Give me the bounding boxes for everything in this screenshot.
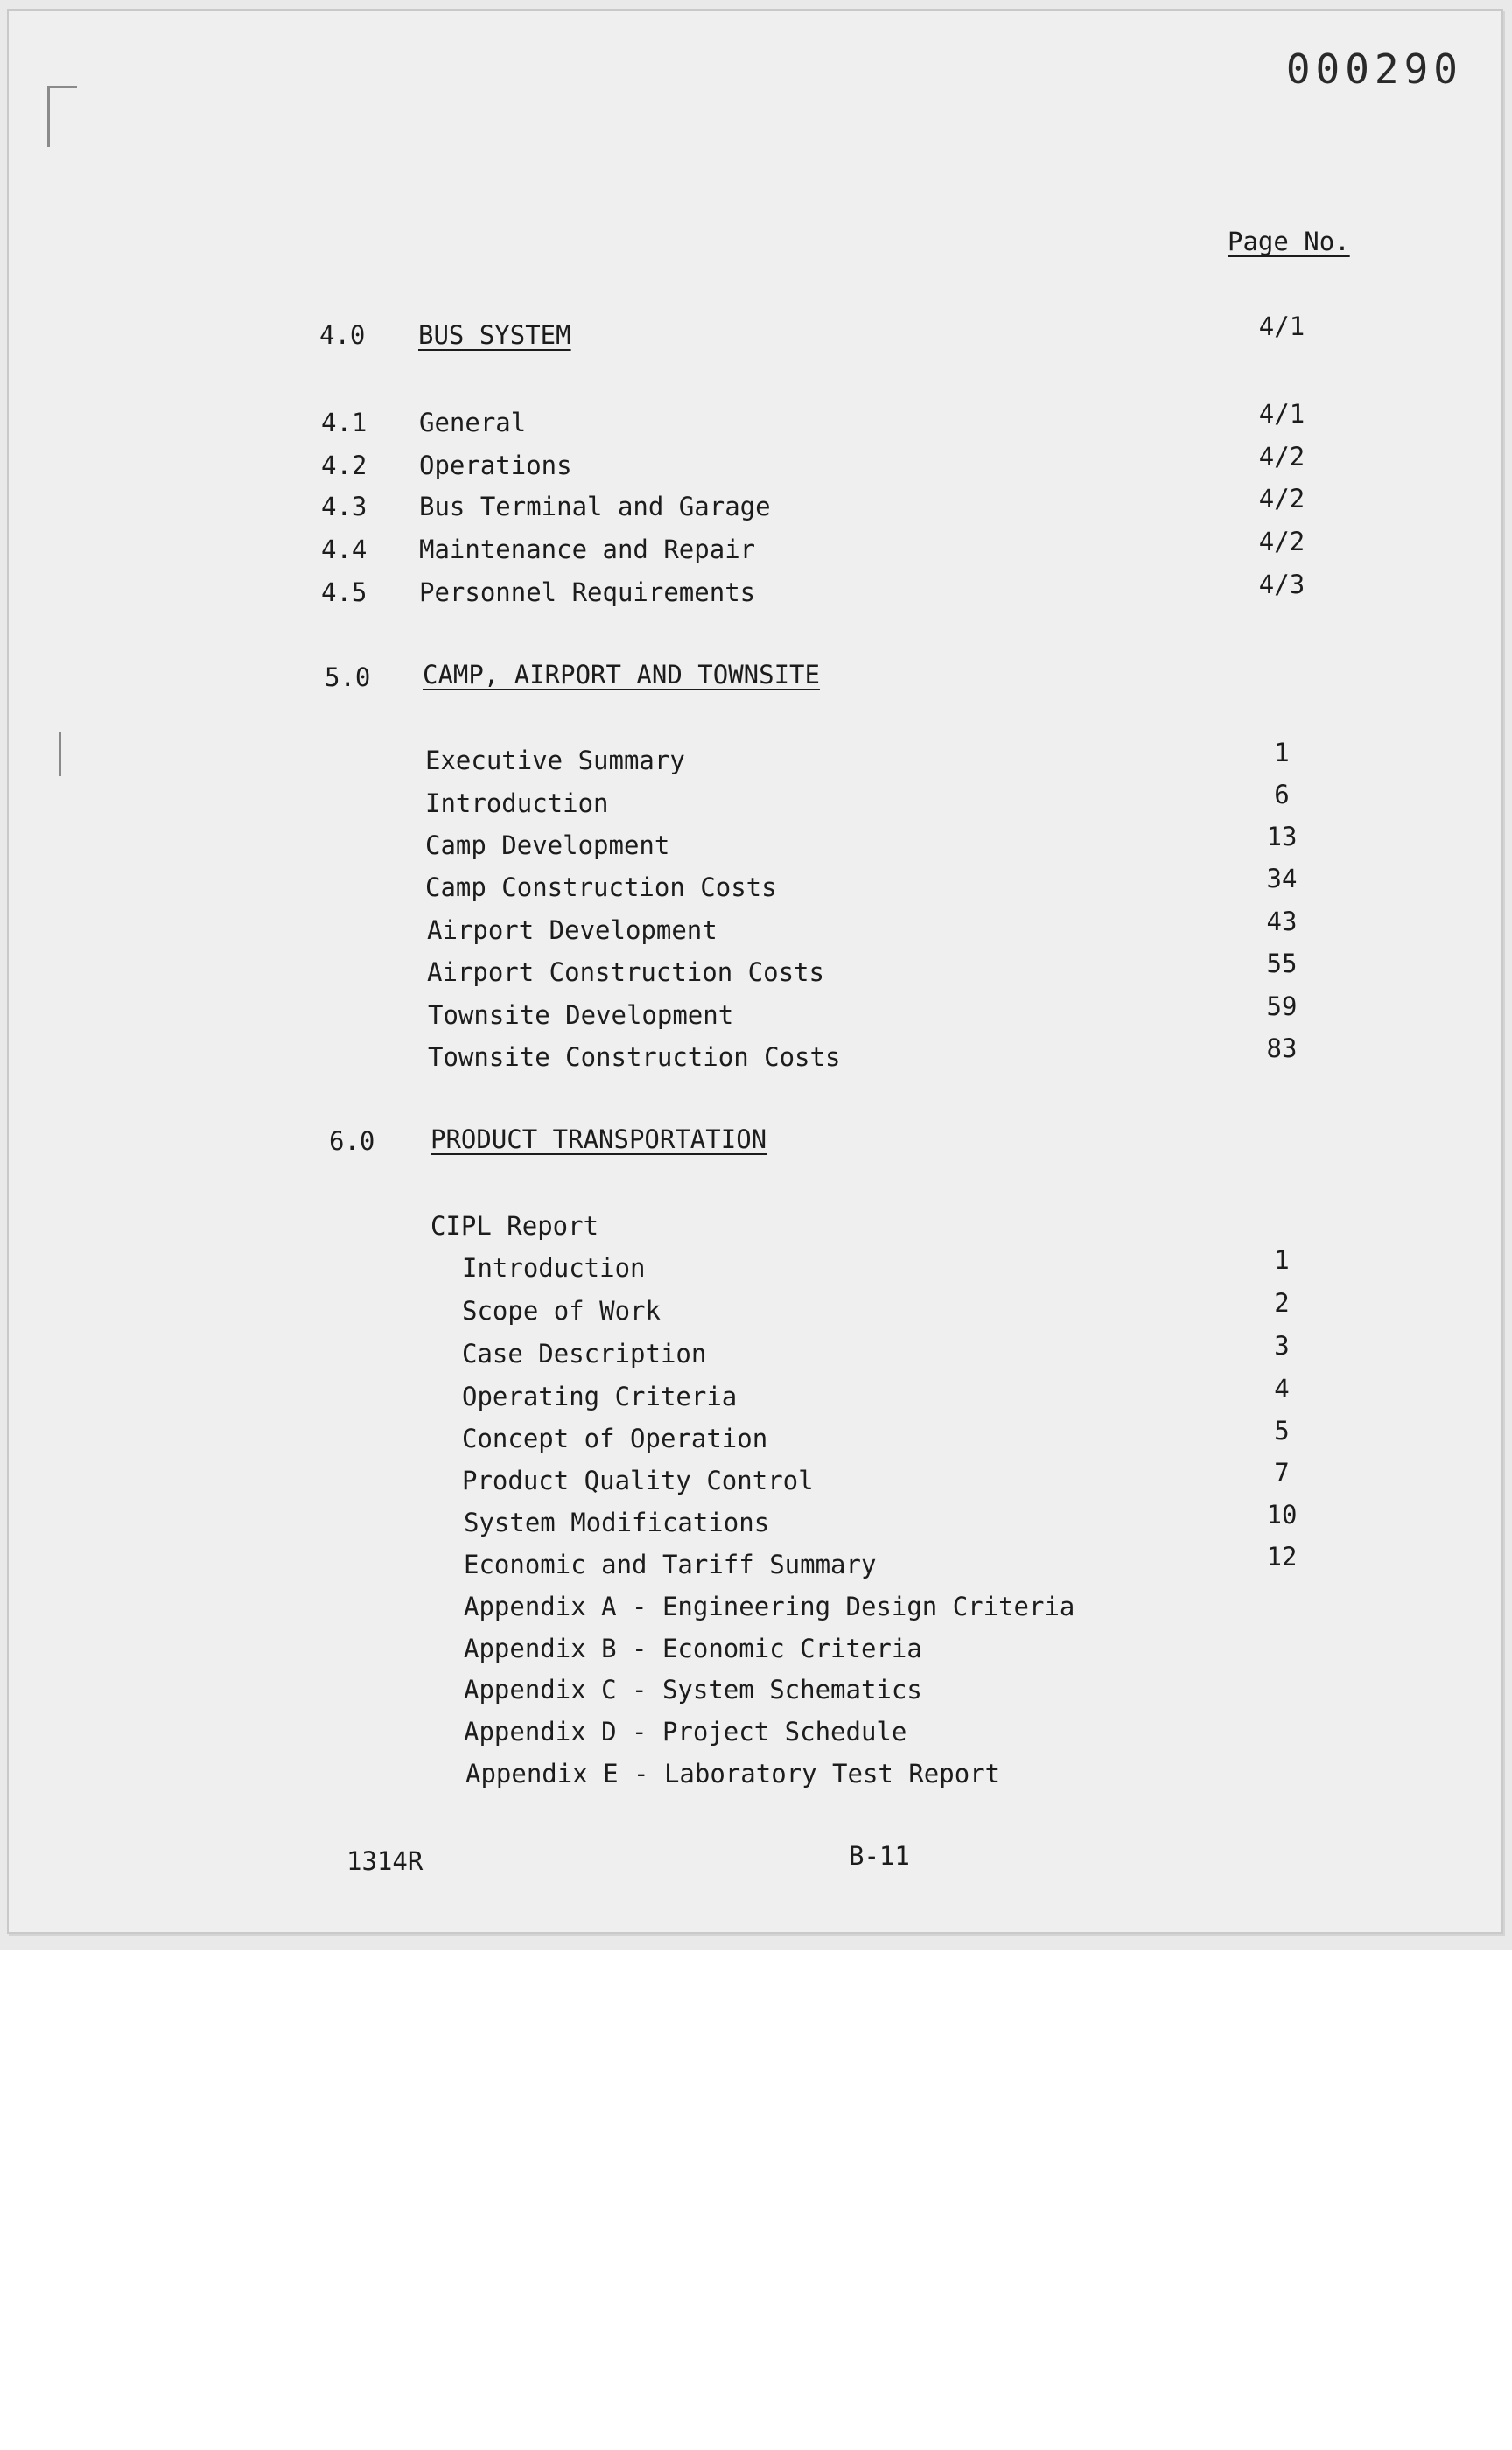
entry-page: 6	[1274, 780, 1290, 809]
entry-page: 1	[1274, 738, 1290, 767]
entry-title: Personnel Requirements	[419, 578, 756, 607]
footer-page-number: B-11	[849, 1841, 910, 1871]
document-number: 000290	[1285, 46, 1463, 93]
document-page	[7, 9, 1503, 1934]
entry-title: Scope of Work	[462, 1296, 661, 1326]
entry-title: Appendix C - System Schematics	[464, 1675, 922, 1704]
entry-title: Executive Summary	[425, 746, 685, 775]
entry-page: 4/1	[1258, 399, 1306, 429]
entry-page: 7	[1274, 1458, 1290, 1488]
entry-title: Operating Criteria	[462, 1382, 738, 1411]
report-title: CIPL Report	[430, 1211, 599, 1241]
entry-page: 3	[1274, 1331, 1290, 1361]
entry-page: 2	[1274, 1288, 1290, 1318]
entry-title: Case Description	[462, 1339, 707, 1368]
entry-title: Introduction	[462, 1253, 646, 1283]
section-page: 4/1	[1258, 312, 1306, 341]
entry-title: Operations	[419, 451, 572, 480]
entry-title: Townsite Development	[428, 1000, 734, 1030]
entry-number: 4.1	[321, 408, 368, 438]
entry-title: Airport Development	[427, 915, 718, 945]
entry-page: 43	[1266, 906, 1298, 936]
entry-number: 4.4	[321, 535, 368, 564]
entry-page: 4/3	[1258, 570, 1306, 599]
entry-number: 4.2	[321, 451, 368, 480]
entry-page: 5	[1274, 1416, 1290, 1446]
entry-page: 4/2	[1258, 484, 1306, 514]
section-title: BUS SYSTEM	[418, 320, 571, 350]
footer-code: 1314R	[346, 1846, 424, 1876]
section-title: PRODUCT TRANSPORTATION	[430, 1124, 767, 1154]
entry-page: 83	[1266, 1033, 1298, 1063]
page-no-column-header: Page No.	[1228, 227, 1350, 256]
entry-page: 4/2	[1258, 442, 1306, 472]
entry-page: 12	[1266, 1542, 1298, 1572]
entry-page: 13	[1266, 822, 1298, 851]
entry-page: 4/2	[1258, 527, 1306, 556]
entry-page: 55	[1266, 948, 1298, 978]
entry-page: 1	[1274, 1245, 1290, 1275]
entry-number: 4.3	[321, 492, 368, 522]
entry-title: Townsite Construction Costs	[428, 1042, 841, 1072]
entry-title: Airport Construction Costs	[427, 957, 824, 987]
scan-mark	[47, 86, 50, 147]
entry-title: Appendix E - Laboratory Test Report	[466, 1759, 1001, 1788]
section-title: CAMP, AIRPORT AND TOWNSITE	[423, 660, 820, 690]
section-number: 5.0	[325, 662, 371, 692]
section-number: 6.0	[329, 1126, 375, 1156]
entry-page: 34	[1266, 864, 1298, 893]
entry-title: Appendix D - Project Schedule	[464, 1717, 907, 1746]
entry-title: General	[419, 408, 527, 438]
entry-title: Product Quality Control	[462, 1466, 814, 1495]
entry-number: 4.5	[321, 578, 368, 607]
entry-title: System Modifications	[464, 1508, 770, 1537]
scan-mark	[47, 86, 77, 88]
entry-title: Introduction	[425, 788, 609, 818]
entry-page: 10	[1266, 1500, 1298, 1530]
entry-title: Appendix A - Engineering Design Criteria	[464, 1592, 1075, 1621]
entry-title: Appendix B - Economic Criteria	[464, 1634, 922, 1663]
section-number: 4.0	[319, 320, 366, 350]
entry-title: Camp Construction Costs	[425, 872, 777, 902]
entry-page: 4	[1274, 1374, 1290, 1404]
entry-page: 59	[1266, 991, 1298, 1021]
entry-title: Concept of Operation	[462, 1424, 768, 1453]
scan-mark	[60, 732, 61, 776]
entry-title: Bus Terminal and Garage	[419, 492, 771, 522]
entry-title: Camp Development	[425, 830, 670, 860]
entry-title: Maintenance and Repair	[419, 535, 756, 564]
entry-title: Economic and Tariff Summary	[464, 1550, 877, 1579]
